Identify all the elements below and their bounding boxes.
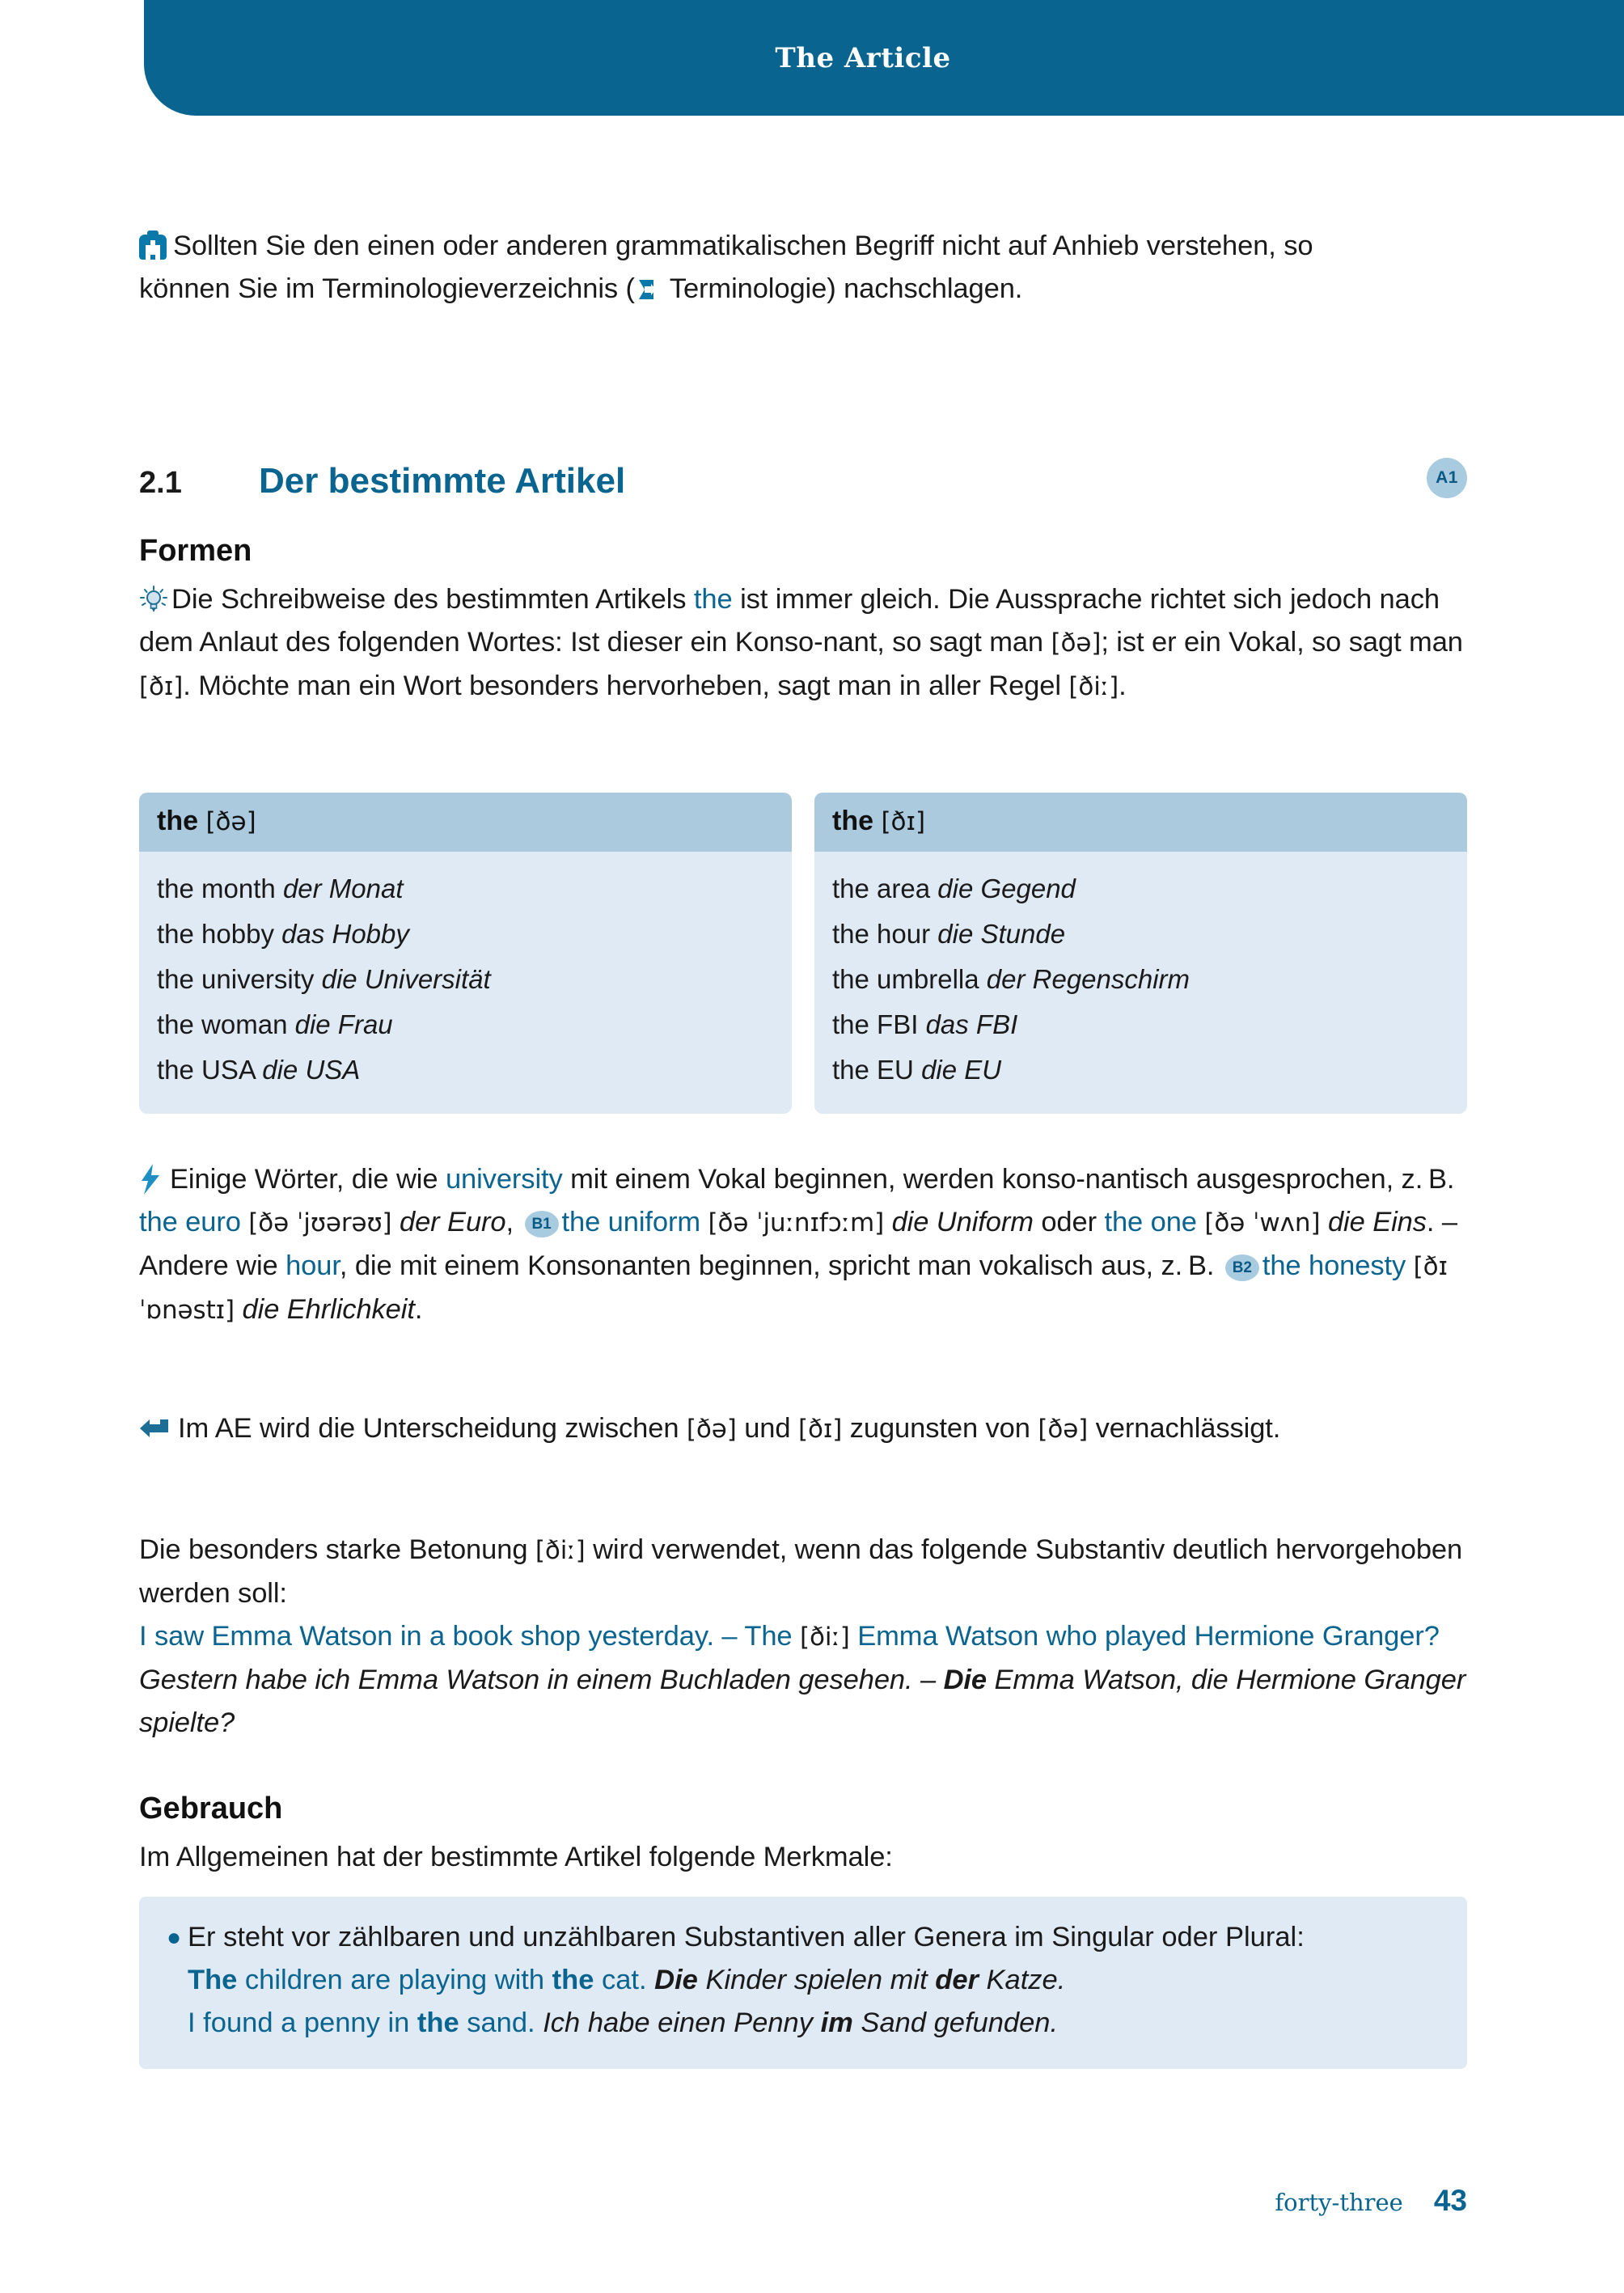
ae-seg2: und xyxy=(736,1413,798,1444)
section-number: 2.1 xyxy=(139,466,182,500)
row-english: the area xyxy=(832,874,938,903)
intro-text-part2: Terminologie) nachschlagen. xyxy=(662,273,1023,304)
table-row xyxy=(832,912,1449,957)
keyword-the-euro: the euro xyxy=(139,1207,241,1237)
formen-paragraph xyxy=(139,578,1467,709)
row-german: der Regenschirm xyxy=(986,964,1191,994)
ipa-the-honesty: [ðɪ ˈɒnəstɪ] xyxy=(139,1252,1448,1325)
keyword-the: the xyxy=(693,584,733,615)
arrow-right-flag-icon xyxy=(636,277,660,302)
example2-german-end: Sand gefunden. xyxy=(852,2007,1059,2038)
intro-text-part1: Sollten Sie den einen oder anderen grammatikalischen Begriff nicht auf Anhieb verstehen, so können Sie im Terminologieverzeichnis ( xyxy=(139,231,1313,304)
table-row xyxy=(157,957,774,1002)
example-english-part2: Emma Watson who played Hermione Granger? xyxy=(857,1621,1440,1652)
example1-german-mid: Kinder spielen mit xyxy=(697,1965,936,1995)
table-row xyxy=(157,1002,774,1047)
example1-german-end: Katze. xyxy=(978,1965,1066,1995)
table-body xyxy=(814,852,1467,1114)
page-header-banner xyxy=(144,0,1624,116)
keyword-university: university xyxy=(445,1164,563,1195)
formen-seg2: ist immer gleich. Die Aussprache richtet sich jedoch nach dem Anlaut des folgenden Wortes: Ist dieser ein Konso-nant, so sagt man xyxy=(139,584,1440,658)
formen-seg4: . Möchte man ein Wort besonders hervorheben, sagt man in aller Regel xyxy=(183,671,1069,701)
table-row xyxy=(157,912,774,957)
table-row xyxy=(157,1047,774,1093)
example2-start: I found a penny in xyxy=(188,2007,417,2038)
list-item xyxy=(167,1916,1440,2045)
example2-german-start: Ich habe einen Penny xyxy=(543,2007,821,2038)
formen-seg5: . xyxy=(1119,671,1127,701)
formen-seg3: ; ist er ein Vokal, so sagt man xyxy=(1101,627,1463,658)
features-box xyxy=(139,1897,1467,2069)
row-german: der Monat xyxy=(282,874,404,903)
ipa-the-i: [ðɪ] xyxy=(139,672,184,701)
bullet-dot-icon: ● xyxy=(167,1924,182,1951)
example1-german-die: Die xyxy=(654,1965,698,1995)
table-the-schwa xyxy=(139,793,792,1114)
bolt-seg8: . xyxy=(414,1294,423,1325)
ae-seg3: zugunsten von xyxy=(842,1413,1038,1444)
example-german-part2: Emma Watson, die Hermione Granger spielte? xyxy=(139,1665,1466,1738)
ipa-the-uniform: [ðə ˈjuːnɪfɔːm] xyxy=(708,1208,885,1237)
keyword-the-uniform: the uniform xyxy=(561,1207,700,1237)
row-english: the EU xyxy=(832,1055,922,1085)
emph-seg1: Die besonders starke Betonung xyxy=(139,1534,535,1565)
example1-the2: the xyxy=(552,1965,594,1995)
row-english: the umbrella xyxy=(832,964,987,994)
german-die-eins: die Eins xyxy=(1327,1207,1427,1237)
row-german: das FBI xyxy=(925,1009,1018,1039)
ipa-i: [ðɪ] xyxy=(797,1415,843,1444)
bolt-seg1: Einige Wörter, die wie xyxy=(170,1164,446,1195)
row-english: the university xyxy=(157,964,322,994)
bolt-seg7: , die mit einem Konsonanten beginnen, spricht man vokalisch aus, z. B. xyxy=(339,1250,1222,1281)
level-badge-b2: B2 xyxy=(1225,1254,1259,1281)
example-english-part1: I saw Emma Watson in a book shop yesterday. – The xyxy=(139,1621,793,1652)
page-number-digit: 43 xyxy=(1433,2184,1467,2217)
row-german: die Frau xyxy=(294,1009,393,1039)
bolt-seg5: oder xyxy=(1033,1207,1105,1237)
row-english: the woman xyxy=(157,1009,295,1039)
table-row xyxy=(832,866,1449,912)
ipa-example: [ðiː] xyxy=(800,1622,850,1652)
row-english: the month xyxy=(157,874,283,903)
american-english-note xyxy=(139,1407,1467,1451)
level-badge-b1: B1 xyxy=(525,1211,559,1237)
ae-seg4: vernachlässigt. xyxy=(1088,1413,1281,1444)
bolt-seg2: mit einem Vokal beginnen, werden konso-nantisch ausgesprochen, z. B. xyxy=(562,1164,1455,1195)
table-head-word: the xyxy=(832,806,873,836)
help-kit-icon xyxy=(139,235,167,260)
example1-mid: children are playing with xyxy=(237,1965,552,1995)
formen-seg1: Die Schreibweise des bestimmten Artikels xyxy=(171,584,694,615)
table-row xyxy=(832,957,1449,1002)
german-die-uniform: die Uniform xyxy=(891,1207,1034,1237)
keyword-hour: hour xyxy=(285,1250,340,1281)
ipa-schwa: [ðə] xyxy=(686,1415,737,1444)
row-english: the USA xyxy=(157,1055,263,1085)
table-row xyxy=(832,1047,1449,1093)
ipa-long-i: [ðiː] xyxy=(535,1536,586,1565)
example2-the: the xyxy=(417,2007,459,2038)
table-header xyxy=(814,793,1467,852)
keyword-the-one: the one xyxy=(1104,1207,1197,1237)
german-die-ehrlichkeit: die Ehrlichkeit xyxy=(242,1294,415,1325)
emph-seg2: wird verwendet, wenn das folgende Substantiv deutlich hervorgehoben werden soll: xyxy=(139,1534,1463,1609)
level-badge-a1: A1 xyxy=(1427,458,1467,498)
page-footer xyxy=(1275,2184,1467,2218)
example1-german-der: der xyxy=(935,1965,979,1995)
ae-arrow-icon xyxy=(139,1418,170,1439)
page-number-word: forty-three xyxy=(1275,2189,1403,2216)
row-german: die Stunde xyxy=(937,919,1066,949)
ipa-the-schwa: [ðə] xyxy=(1051,628,1102,658)
example1-the: The xyxy=(188,1965,238,1995)
row-english: the FBI xyxy=(832,1009,926,1039)
table-the-i xyxy=(814,793,1467,1114)
ipa-the-euro: [ðə ˈjʊərəʊ] xyxy=(248,1208,392,1237)
lightbulb-icon xyxy=(139,586,168,615)
ipa-the-one: [ðə ˈwʌn] xyxy=(1204,1208,1321,1237)
exceptions-paragraph xyxy=(139,1158,1467,1332)
list-item-body xyxy=(188,1916,1440,2045)
example2-end: sand. xyxy=(459,2007,543,2038)
example-german-bold: Die xyxy=(943,1665,987,1695)
table-header xyxy=(139,793,792,852)
table-head-word: the xyxy=(157,806,198,836)
example2-german-im: im xyxy=(820,2007,853,2038)
ae-seg1: Im AE wird die Unterscheidung zwischen xyxy=(178,1413,687,1444)
ipa-schwa-2: [ðə] xyxy=(1038,1415,1089,1444)
section-title: Der bestimmte Artikel xyxy=(259,461,626,501)
row-english: the hour xyxy=(832,919,938,949)
row-german: die EU xyxy=(921,1055,1002,1085)
example1-end: cat. xyxy=(594,1965,655,1995)
bolt-seg4: , xyxy=(505,1207,522,1237)
gebrauch-heading: Gebrauch xyxy=(139,1792,283,1826)
bullet-text: Er steht vor zählbaren und unzählbaren Substantiven aller Genera im Singular oder Plural: xyxy=(188,1922,1305,1952)
bolt-seg6: . – Andere wie xyxy=(139,1207,1457,1281)
emphasis-paragraph xyxy=(139,1529,1467,1745)
row-german: das Hobby xyxy=(281,919,409,949)
gebrauch-intro: Im Allgemeinen hat der bestimmte Artikel folgende Merkmale: xyxy=(139,1842,893,1872)
pronunciation-tables xyxy=(139,793,1467,1114)
row-english: the hobby xyxy=(157,919,282,949)
table-row xyxy=(157,866,774,912)
page-title: The Article xyxy=(775,41,951,74)
table-head-ipa: [ðɪ] xyxy=(881,807,926,836)
german-der-euro: der Euro xyxy=(400,1207,506,1237)
row-german: die Universität xyxy=(321,964,491,994)
row-german: die USA xyxy=(262,1055,361,1085)
table-row xyxy=(832,1002,1449,1047)
ipa-the-long-i: [ðiː] xyxy=(1068,672,1119,701)
table-head-ipa: [ðə] xyxy=(205,807,256,836)
keyword-the-honesty: the honesty xyxy=(1262,1250,1406,1281)
section-heading xyxy=(139,461,1467,501)
formen-heading: Formen xyxy=(139,534,252,568)
lightning-bolt-icon xyxy=(139,1164,162,1195)
table-body xyxy=(139,852,792,1114)
intro-paragraph xyxy=(139,225,1401,311)
row-german: die Gegend xyxy=(937,874,1076,903)
example-german-part1: Gestern habe ich Emma Watson in einem Buchladen gesehen. – xyxy=(139,1665,944,1695)
